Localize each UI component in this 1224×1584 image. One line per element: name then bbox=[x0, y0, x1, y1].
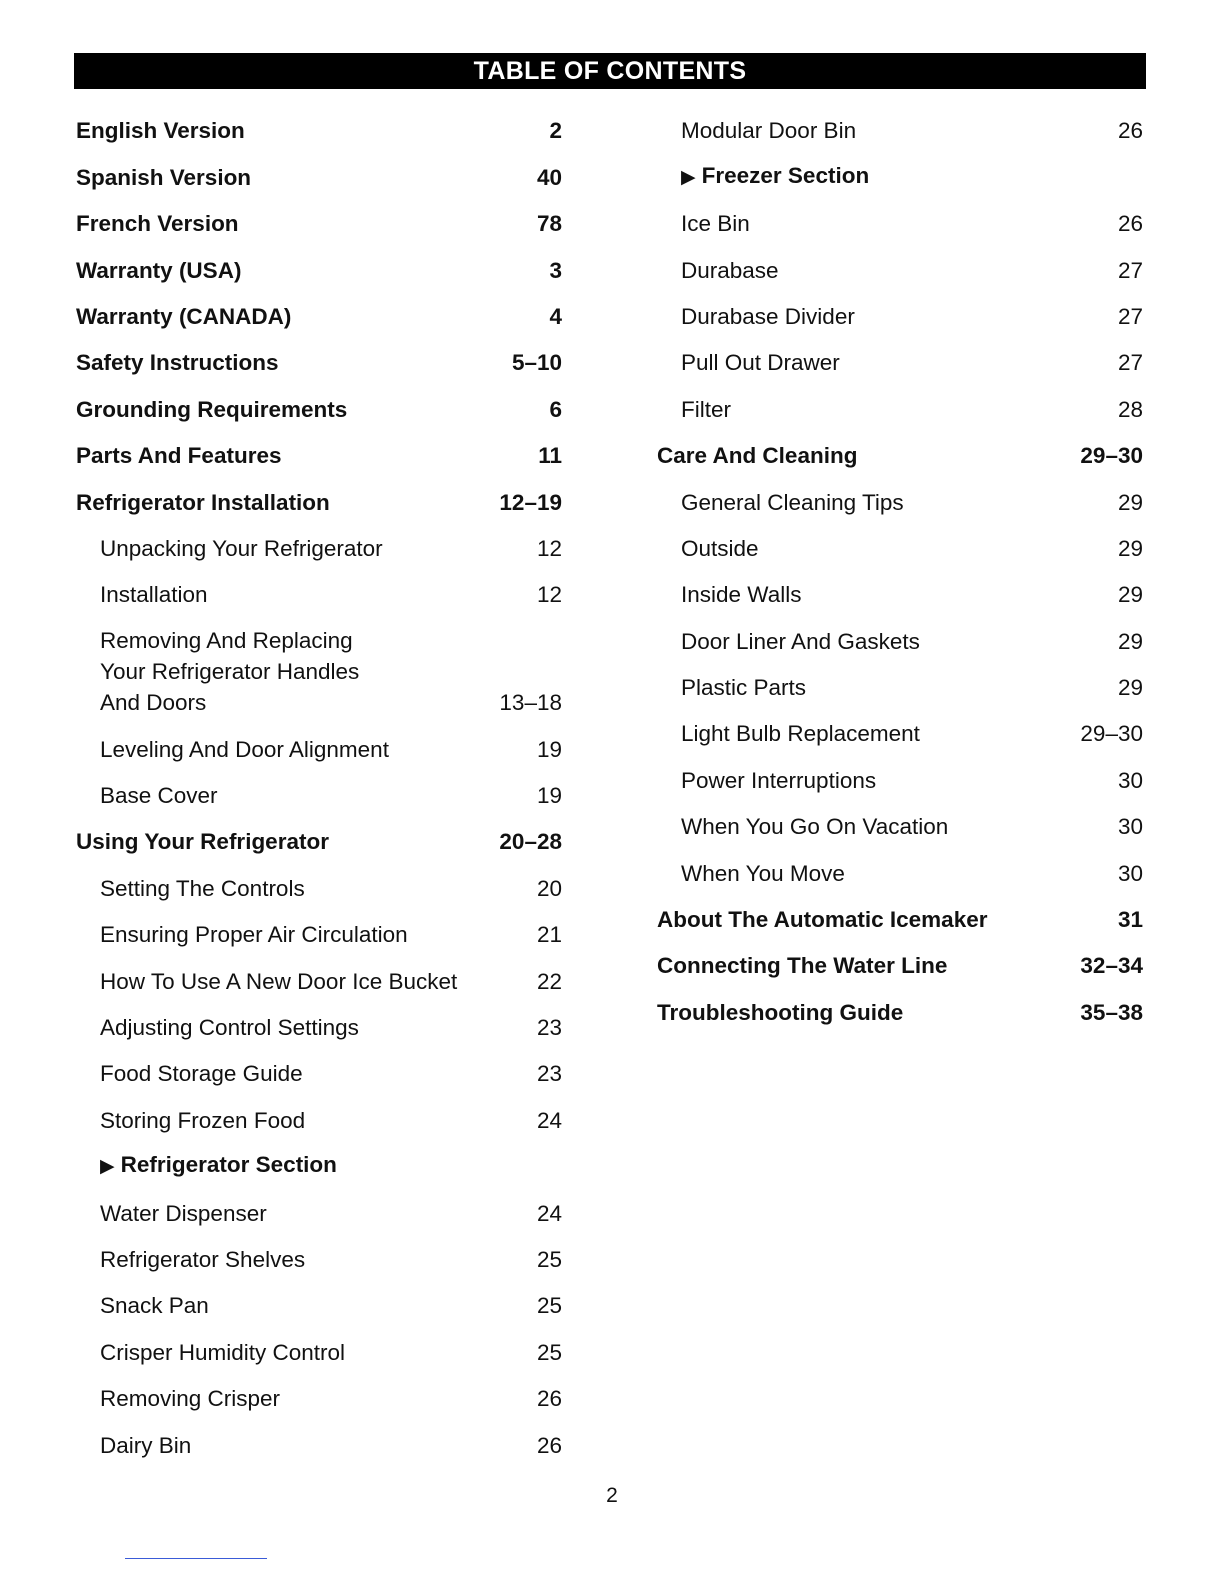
toc-entry-label: Parts And Features bbox=[76, 443, 282, 469]
page-title: TABLE OF CONTENTS bbox=[473, 56, 747, 85]
toc-entry-page: 31 bbox=[1117, 907, 1143, 933]
toc-entry-warranty-usa bbox=[76, 239, 562, 285]
page-number: 2 bbox=[606, 1484, 618, 1507]
toc-entry-page: 78 bbox=[536, 211, 562, 237]
toc-entry-page: 25 bbox=[536, 1293, 562, 1319]
toc-entry-inside-walls bbox=[657, 564, 1143, 610]
toc-entry-page: 40 bbox=[536, 164, 562, 190]
toc-entry-modular-door-bin bbox=[657, 100, 1143, 146]
toc-entry-label: Dairy Bin bbox=[100, 1432, 192, 1458]
toc-entry-label: Troubleshooting Guide bbox=[657, 999, 904, 1025]
toc-entry-parts-and-features bbox=[76, 425, 562, 471]
toc-entry-ensuring-proper-air-circulation bbox=[76, 904, 562, 950]
toc-entry-label: Modular Door Bin bbox=[681, 118, 857, 144]
toc-entry-care-and-cleaning bbox=[657, 425, 1143, 471]
toc-entry-page: 29 bbox=[1117, 489, 1143, 515]
toc-entry-label: General Cleaning Tips bbox=[681, 489, 904, 515]
toc-entry-page: 26 bbox=[1117, 211, 1143, 237]
toc-entry-using-your-refrigerator bbox=[76, 811, 562, 857]
toc-entry-dairy-bin bbox=[76, 1414, 562, 1460]
toc-entry-page: 12–19 bbox=[499, 489, 562, 515]
toc-entry-filter bbox=[657, 378, 1143, 424]
section-heading-text: Refrigerator Section bbox=[120, 1152, 337, 1178]
toc-entry-label: About The Automatic Icemaker bbox=[657, 907, 988, 933]
toc-entry-label: Filter bbox=[681, 396, 731, 422]
toc-entry-label: Leveling And Door Alignment bbox=[100, 736, 389, 762]
triangle-right-icon: ▶ bbox=[100, 1156, 115, 1178]
toc-entry-page: 23 bbox=[536, 1061, 562, 1087]
toc-entry-page: 21 bbox=[536, 922, 562, 948]
toc-entry-label: Inside Walls bbox=[681, 582, 802, 608]
toc-entry-label: Unpacking Your Refrigerator bbox=[100, 535, 383, 561]
toc-entry-light-bulb-replacement bbox=[657, 703, 1143, 749]
toc-entry-storing-frozen-food bbox=[76, 1089, 562, 1135]
toc-entry-page: 22 bbox=[536, 968, 562, 994]
toc-entry-label: When You Move bbox=[681, 860, 845, 886]
toc-entry-when-you-move bbox=[657, 842, 1143, 888]
toc-entry-page: 35–38 bbox=[1080, 999, 1143, 1025]
toc-entry-snack-pan bbox=[76, 1275, 562, 1321]
toc-entry-label: Outside bbox=[681, 535, 759, 561]
toc-entry-label: Refrigerator Installation bbox=[76, 489, 330, 515]
toc-entry-label: Food Storage Guide bbox=[100, 1061, 303, 1087]
toc-entry-plastic-parts bbox=[657, 657, 1143, 703]
toc-entry-refrigerator-installation bbox=[76, 471, 562, 517]
toc-entry-page: 19 bbox=[536, 736, 562, 762]
toc-entry-page: 24 bbox=[536, 1107, 562, 1133]
toc-entry-setting-the-controls bbox=[76, 857, 562, 903]
toc-entry-page: 30 bbox=[1117, 814, 1143, 840]
toc-entry-label: Care And Cleaning bbox=[657, 443, 858, 469]
toc-entry-label: Crisper Humidity Control bbox=[100, 1339, 346, 1365]
toc-entry-refrigerator-section bbox=[76, 1136, 562, 1182]
toc-entry-label: Setting The Controls bbox=[100, 875, 305, 901]
toc-entry-page: 27 bbox=[1117, 303, 1143, 329]
toc-entry-label: Removing And Replacing Your Refrigerator Handles And Doors bbox=[100, 628, 360, 716]
toc-entry-durabase-divider bbox=[657, 286, 1143, 332]
toc-entry-label: Base Cover bbox=[100, 783, 218, 809]
toc-entry-page: 26 bbox=[536, 1432, 562, 1458]
toc-entry-label: Warranty (USA) bbox=[76, 257, 242, 283]
toc-entry-when-you-go-on-vacation bbox=[657, 796, 1143, 842]
toc-entry-label: Grounding Requirements bbox=[76, 396, 348, 422]
toc-entry-label: Adjusting Control Settings bbox=[100, 1015, 359, 1041]
toc-entry-removing-and-replacing-your-refrigerator-handles-and-doors bbox=[76, 610, 562, 718]
toc-entry-label: Warranty (CANADA) bbox=[76, 303, 292, 329]
toc-entry-label: Removing Crisper bbox=[100, 1386, 281, 1412]
toc-entry-food-storage-guide bbox=[76, 1043, 562, 1089]
toc-entry-page: 29–30 bbox=[1080, 443, 1143, 469]
toc-entry-connecting-the-water-line bbox=[657, 935, 1143, 981]
toc-entry-crisper-humidity-control bbox=[76, 1321, 562, 1367]
toc-entry-page: 27 bbox=[1117, 350, 1143, 376]
toc-entry-durabase bbox=[657, 239, 1143, 285]
section-heading-text: Freezer Section bbox=[701, 162, 870, 188]
toc-entry-water-dispenser bbox=[76, 1182, 562, 1228]
toc-entry-installation bbox=[76, 564, 562, 610]
toc-entry-page: 12 bbox=[536, 582, 562, 608]
toc-entry-page: 32–34 bbox=[1080, 953, 1143, 979]
toc-entry-label: Plastic Parts bbox=[681, 675, 807, 701]
toc-entry-how-to-use-a-new-door-ice-bucket bbox=[76, 950, 562, 996]
toc-entry-page: 29 bbox=[1117, 582, 1143, 608]
toc-entry-label: Power Interruptions bbox=[681, 767, 877, 793]
toc-entry-page: 27 bbox=[1117, 257, 1143, 283]
toc-entry-label: When You Go On Vacation bbox=[681, 814, 949, 840]
toc-entry-page: 29–30 bbox=[1080, 721, 1143, 747]
toc-entry-english-version bbox=[76, 100, 562, 146]
toc-entry-pull-out-drawer bbox=[657, 332, 1143, 378]
toc-entry-label: Durabase bbox=[681, 257, 779, 283]
toc-entry-page: 26 bbox=[1117, 118, 1143, 144]
toc-entry-page: 24 bbox=[536, 1200, 562, 1226]
footer-rule bbox=[125, 1558, 267, 1559]
toc-entry-page: 3 bbox=[549, 257, 562, 283]
toc-entry-ice-bin bbox=[657, 193, 1143, 239]
toc-entry-page: 2 bbox=[549, 118, 562, 144]
toc-entry-about-the-automatic-icemaker bbox=[657, 889, 1143, 935]
toc-entry-page: 6 bbox=[549, 396, 562, 422]
toc-entry-refrigerator-shelves bbox=[76, 1229, 562, 1275]
toc-entry-general-cleaning-tips bbox=[657, 471, 1143, 517]
toc-entry-page: 25 bbox=[536, 1246, 562, 1272]
toc-entry-page: 28 bbox=[1117, 396, 1143, 422]
toc-entry-label: Pull Out Drawer bbox=[681, 350, 840, 376]
toc-entry-page: 4 bbox=[549, 303, 562, 329]
toc-entry-warranty-canada bbox=[76, 286, 562, 332]
toc-entry-page: 5–10 bbox=[511, 350, 562, 376]
toc-entry-page: 29 bbox=[1117, 535, 1143, 561]
toc-entry-page: 20 bbox=[536, 875, 562, 901]
toc-entry-label: Snack Pan bbox=[100, 1293, 209, 1319]
toc-entry-french-version bbox=[76, 193, 562, 239]
toc-entry-label: Light Bulb Replacement bbox=[681, 721, 920, 747]
toc-entry-grounding-requirements bbox=[76, 378, 562, 424]
toc-entry-label: Safety Instructions bbox=[76, 350, 279, 376]
toc-left-column bbox=[76, 100, 562, 1461]
toc-entry-door-liner-and-gaskets bbox=[657, 610, 1143, 656]
toc-entry-leveling-and-door-alignment bbox=[76, 718, 562, 764]
toc-entry-page: 29 bbox=[1117, 675, 1143, 701]
toc-entry-page: 30 bbox=[1117, 767, 1143, 793]
toc-entry-outside bbox=[657, 518, 1143, 564]
toc-entry-label: English Version bbox=[76, 118, 245, 144]
toc-entry-base-cover bbox=[76, 765, 562, 811]
toc-entry-page: 20–28 bbox=[499, 829, 562, 855]
toc-entry-page: 26 bbox=[536, 1386, 562, 1412]
toc-entry-page: 13–18 bbox=[499, 690, 562, 716]
toc-entry-page: 30 bbox=[1117, 860, 1143, 886]
toc-entry-label: Refrigerator Shelves bbox=[100, 1246, 306, 1272]
toc-entry-label: Using Your Refrigerator bbox=[76, 829, 329, 855]
toc-entry-page: 11 bbox=[538, 443, 562, 469]
toc-entry-power-interruptions bbox=[657, 749, 1143, 795]
triangle-right-icon: ▶ bbox=[681, 166, 696, 188]
toc-entry-safety-instructions bbox=[76, 332, 562, 378]
toc-entry-label: Door Liner And Gaskets bbox=[681, 628, 920, 654]
toc-entry-label: Water Dispenser bbox=[100, 1200, 267, 1226]
toc-entry-page: 25 bbox=[536, 1339, 562, 1365]
toc-entry-freezer-section bbox=[657, 146, 1143, 192]
toc-entry-label: Spanish Version bbox=[76, 164, 252, 190]
toc-entry-troubleshooting-guide bbox=[657, 981, 1143, 1027]
toc-entry-spanish-version bbox=[76, 146, 562, 192]
toc-entry-label: How To Use A New Door Ice Bucket bbox=[100, 968, 458, 994]
toc-entry-label: French Version bbox=[76, 211, 239, 237]
toc-title-banner bbox=[74, 53, 1146, 89]
toc-entry-label: Installation bbox=[100, 582, 208, 608]
toc-entry-removing-crisper bbox=[76, 1368, 562, 1414]
toc-right-column bbox=[657, 100, 1143, 1028]
toc-entry-label: Ice Bin bbox=[681, 211, 750, 237]
toc-entry-label: Connecting The Water Line bbox=[657, 953, 948, 979]
toc-entry-page: 12 bbox=[536, 535, 562, 561]
toc-entry-unpacking-your-refrigerator bbox=[76, 518, 562, 564]
toc-entry-page: 29 bbox=[1117, 628, 1143, 654]
toc-entry-label: Ensuring Proper Air Circulation bbox=[100, 922, 408, 948]
toc-entry-label: Storing Frozen Food bbox=[100, 1107, 306, 1133]
toc-entry-adjusting-control-settings bbox=[76, 997, 562, 1043]
toc-entry-label bbox=[657, 160, 869, 193]
toc-entry-label: Durabase Divider bbox=[681, 303, 855, 329]
toc-entry-page: 23 bbox=[536, 1015, 562, 1041]
toc-entry-label bbox=[76, 1149, 337, 1182]
toc-entry-page: 19 bbox=[536, 783, 562, 809]
